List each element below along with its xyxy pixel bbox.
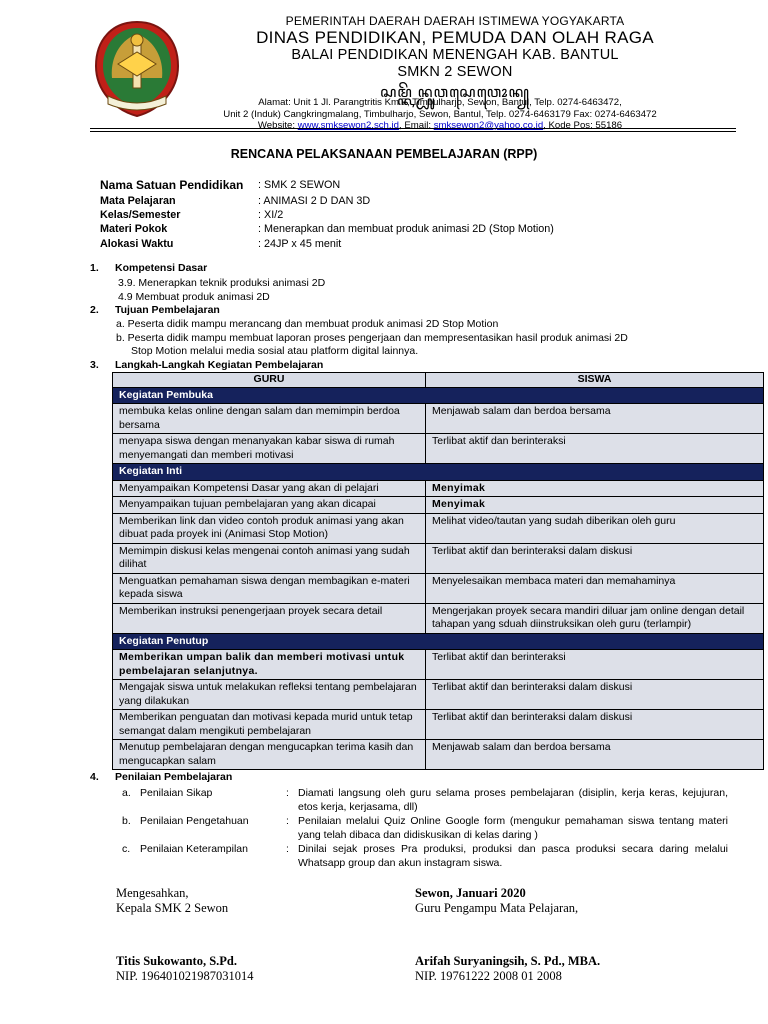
siswa-cell: Menyimak bbox=[426, 480, 764, 497]
column-header-guru: GURU bbox=[113, 373, 426, 388]
guru-cell: Memberikan link dan video contoh produk animasi yang akan dibuat pada proyek ini (Animasi Stop Motion) bbox=[113, 513, 426, 543]
siswa-cell: Terlibat aktif dan berinteraksi dalam diskusi bbox=[426, 710, 764, 740]
section-number: 3. bbox=[90, 359, 99, 371]
guru-cell: Menyampaikan Kompetensi Dasar yang akan di pelajari bbox=[113, 480, 426, 497]
assessment-colon: : bbox=[286, 815, 289, 827]
assessment-description: Diamati langsung oleh guru selama proses pembelajaran (disiplin, kerja keras, kejujuran, etos kerja, kerjasama, dll) bbox=[298, 787, 728, 813]
guru-cell: Memberikan penguatan dan motivasi kepada murid untuk tetap semangat dalam mengikuti pembelajaran bbox=[113, 710, 426, 740]
siswa-cell: Terlibat aktif dan berinteraksi bbox=[426, 434, 764, 464]
table-section-band bbox=[113, 464, 764, 481]
band-label: Kegiatan Penutup bbox=[113, 633, 764, 650]
table-row bbox=[113, 434, 764, 464]
assessment-colon: : bbox=[286, 843, 289, 855]
siswa-cell: Menjawab salam dan berdoa bersama bbox=[426, 404, 764, 434]
table-row bbox=[113, 740, 764, 770]
assessment-label: Penilaian Pengetahuan bbox=[140, 815, 249, 827]
guru-cell: Mengajak siswa untuk melakukan refleksi tentang pembelajaran yang dilakukan bbox=[113, 680, 426, 710]
table-row bbox=[113, 680, 764, 710]
assessment-label: Penilaian Sikap bbox=[140, 787, 213, 799]
siswa-cell: Mengerjakan proyek secara mandiri diluar jam online dengan detail tahapan yang sduah diinstruksikan oleh guru (terlampir) bbox=[426, 603, 764, 633]
section-heading: Tujuan Pembelajaran bbox=[115, 304, 220, 316]
table-row bbox=[113, 480, 764, 497]
table-row bbox=[113, 710, 764, 740]
website-link[interactable]: www.smksewon2.sch.id bbox=[297, 120, 400, 131]
document-title: RENCANA PELAKSANAAN PEMBELAJARAN (RPP) bbox=[230, 147, 538, 161]
signature-left-header bbox=[116, 886, 228, 916]
table-row bbox=[113, 404, 764, 434]
identity-value: : 24JP x 45 menit bbox=[258, 237, 342, 250]
table-row bbox=[113, 650, 764, 680]
signature-left-name-block bbox=[116, 954, 254, 984]
learning-activities-table bbox=[112, 372, 764, 770]
column-header-siswa: SISWA bbox=[426, 373, 764, 388]
section-heading: Kompetensi Dasar bbox=[115, 262, 208, 274]
guru-cell: Menyampaikan tujuan pembelajaran yang akan dicapai bbox=[113, 497, 426, 514]
table-row bbox=[113, 497, 764, 514]
assessment-item bbox=[90, 815, 730, 842]
siswa-cell: Melihat video/tautan yang sudah diberikan oleh guru bbox=[426, 513, 764, 543]
school-name: SMKN 2 SEWON bbox=[397, 64, 513, 80]
section-number: 2. bbox=[90, 304, 99, 316]
assessment-item bbox=[90, 787, 730, 814]
guru-cell: Memberikan instruksi penengerjaan proyek secara detail bbox=[113, 603, 426, 633]
assessment-label: Penilaian Keterampilan bbox=[140, 843, 248, 855]
competency-item: 3.9. Menerapkan teknik produksi animasi 2D bbox=[118, 277, 326, 289]
competency-item: 4.9 Membuat produk animasi 2D bbox=[118, 291, 270, 303]
identity-value: : Menerapkan dan membuat produk animasi 2D (Stop Motion) bbox=[258, 223, 554, 236]
assessment-description: Penilaian melalui Quiz Online Google form (mengukur pemahaman siswa tentang materi yang telah dibaca dan didiskusikan di kelas daring ) bbox=[298, 815, 728, 841]
letterhead-divider bbox=[90, 128, 736, 132]
band-label: Kegiatan Pembuka bbox=[113, 387, 764, 404]
identity-value: : SMK 2 SEWON bbox=[258, 179, 341, 191]
identity-row bbox=[100, 208, 554, 222]
assessment-letter: a. bbox=[122, 787, 131, 799]
guru-cell: Menguatkan pemahaman siswa dengan membagikan e-materi kepada siswa bbox=[113, 573, 426, 603]
signature-right-name-block bbox=[415, 954, 600, 984]
objective-item: b. Peserta didik mampu membuat laporan proses pengerjaan dan mempresentasikan hasil produk animasi 2D bbox=[116, 332, 628, 344]
assessment-item bbox=[90, 843, 730, 870]
government-name: PEMERINTAH DAERAH DAERAH ISTIMEWA YOGYAKARTA bbox=[285, 14, 625, 28]
assessment-colon: : bbox=[286, 787, 289, 799]
identity-key: Mata Pelajaran bbox=[100, 195, 176, 207]
assessment-section bbox=[90, 771, 730, 870]
identity-row bbox=[100, 177, 554, 194]
principal-nip: NIP. 196401021987031014 bbox=[116, 969, 254, 983]
office-name: BALAI PENDIDIKAN MENENGAH KAB. BANTUL bbox=[291, 47, 619, 63]
siswa-cell: Terlibat aktif dan berinteraksi bbox=[426, 650, 764, 680]
address-line-2: Unit 2 (Induk) Cangkringmalang, Timbulharjo, Sewon, Bantul, Telp. 0274-6463179 Fax: 0274-6463472 bbox=[223, 108, 657, 120]
principal-title: Kepala SMK 2 Sewon bbox=[116, 901, 229, 915]
table-row bbox=[113, 573, 764, 603]
section-heading: Langkah-Langkah Kegiatan Pembelajaran bbox=[115, 359, 324, 371]
guru-cell: Memimpin diskusi kelas mengenai contoh animasi yang sudah dilihat bbox=[113, 543, 426, 573]
guru-cell: menyapa siswa dengan menanyakan kabar siswa di rumah menyemangati dan memberi motivasi bbox=[113, 434, 426, 464]
guru-cell: membuka kelas online dengan salam dan memimpin berdoa bersama bbox=[113, 404, 426, 434]
table-section-band bbox=[113, 387, 764, 404]
approval-label: Mengesahkan, bbox=[116, 886, 189, 900]
table-row bbox=[113, 513, 764, 543]
identity-row bbox=[100, 222, 554, 236]
assessment-letter: b. bbox=[122, 815, 131, 827]
signature-right-header bbox=[415, 886, 578, 916]
address-line-1: Alamat: Unit 1 Jl. Parangtritis Km 7, Timbulharjo, Sewon, Bantul, Telp. 0274-6463472, bbox=[258, 97, 622, 108]
siswa-cell: Menyimak bbox=[426, 497, 764, 514]
guru-cell: Memberikan umpan balik dan memberi motivasi untuk pembelajaran selanjutnya. bbox=[113, 650, 426, 680]
table-row bbox=[113, 543, 764, 573]
postcode: , Kode Pos: 55186 bbox=[543, 120, 623, 131]
email-label: , Email: bbox=[399, 120, 434, 131]
identity-key: Nama Satuan Pendidikan bbox=[100, 178, 244, 192]
assessment-description: Dinilai sejak proses Pra produksi, produksi dan pasca produksi secara daring melalui Whatsapp group dan akun instagram siswa. bbox=[298, 843, 728, 869]
letterhead-address bbox=[160, 97, 720, 132]
principal-name: Titis Sukowanto, S.Pd. bbox=[116, 954, 237, 968]
siswa-cell: Menyelesaikan membaca materi dan memahaminya bbox=[426, 573, 764, 603]
teacher-title: Guru Pengampu Mata Pelajaran, bbox=[415, 901, 579, 915]
teacher-nip: NIP. 19761222 2008 01 2008 bbox=[415, 969, 562, 983]
identity-value: : XI/2 bbox=[258, 209, 284, 222]
javanese-script-name: ꦱꦩ꧀ꦏꦼꦤ꧀ꦝꦸꦮꦱꦺꦮꦺꦴꦤ꧀ bbox=[379, 83, 531, 101]
identity-row bbox=[100, 194, 554, 208]
identity-block bbox=[100, 177, 554, 251]
letterhead bbox=[190, 14, 720, 106]
table-row bbox=[113, 603, 764, 633]
section-heading: Penilaian Pembelajaran bbox=[115, 771, 233, 783]
email-link[interactable]: smksewon2@yahoo.co.id bbox=[433, 120, 544, 131]
siswa-cell: Menjawab salam dan berdoa bersama bbox=[426, 740, 764, 770]
table-header-row bbox=[113, 373, 764, 388]
band-label: Kegiatan Inti bbox=[113, 464, 764, 481]
table-section-band bbox=[113, 633, 764, 650]
identity-row bbox=[100, 237, 554, 251]
identity-key: Materi Pokok bbox=[100, 223, 168, 236]
section-number: 1. bbox=[90, 262, 99, 274]
identity-value: : ANIMASI 2 D DAN 3D bbox=[258, 195, 371, 207]
identity-key: Kelas/Semester bbox=[100, 209, 181, 222]
assessment-letter: c. bbox=[122, 843, 131, 855]
section-number: 4. bbox=[90, 771, 99, 783]
guru-cell: Menutup pembelajaran dengan mengucapkan terima kasih dan mengucapkan salam bbox=[113, 740, 426, 770]
teacher-name: Arifah Suryaningsih, S. Pd., MBA. bbox=[415, 954, 601, 968]
department-name: DINAS PENDIDIKAN, PEMUDA DAN OLAH RAGA bbox=[256, 28, 654, 47]
siswa-cell: Terlibat aktif dan berinteraksi dalam diskusi bbox=[426, 680, 764, 710]
place-date: Sewon, Januari 2020 bbox=[415, 886, 526, 900]
objective-item: a. Peserta didik mampu merancang dan membuat produk animasi 2D Stop Motion bbox=[116, 318, 499, 330]
website-label: Website: bbox=[257, 120, 298, 131]
objective-item-continuation: Stop Motion melalui media sosial atau platform digital lainnya. bbox=[131, 345, 419, 357]
identity-key: Alokasi Waktu bbox=[100, 237, 174, 250]
siswa-cell: Terlibat aktif dan berinteraksi dalam diskusi bbox=[426, 543, 764, 573]
